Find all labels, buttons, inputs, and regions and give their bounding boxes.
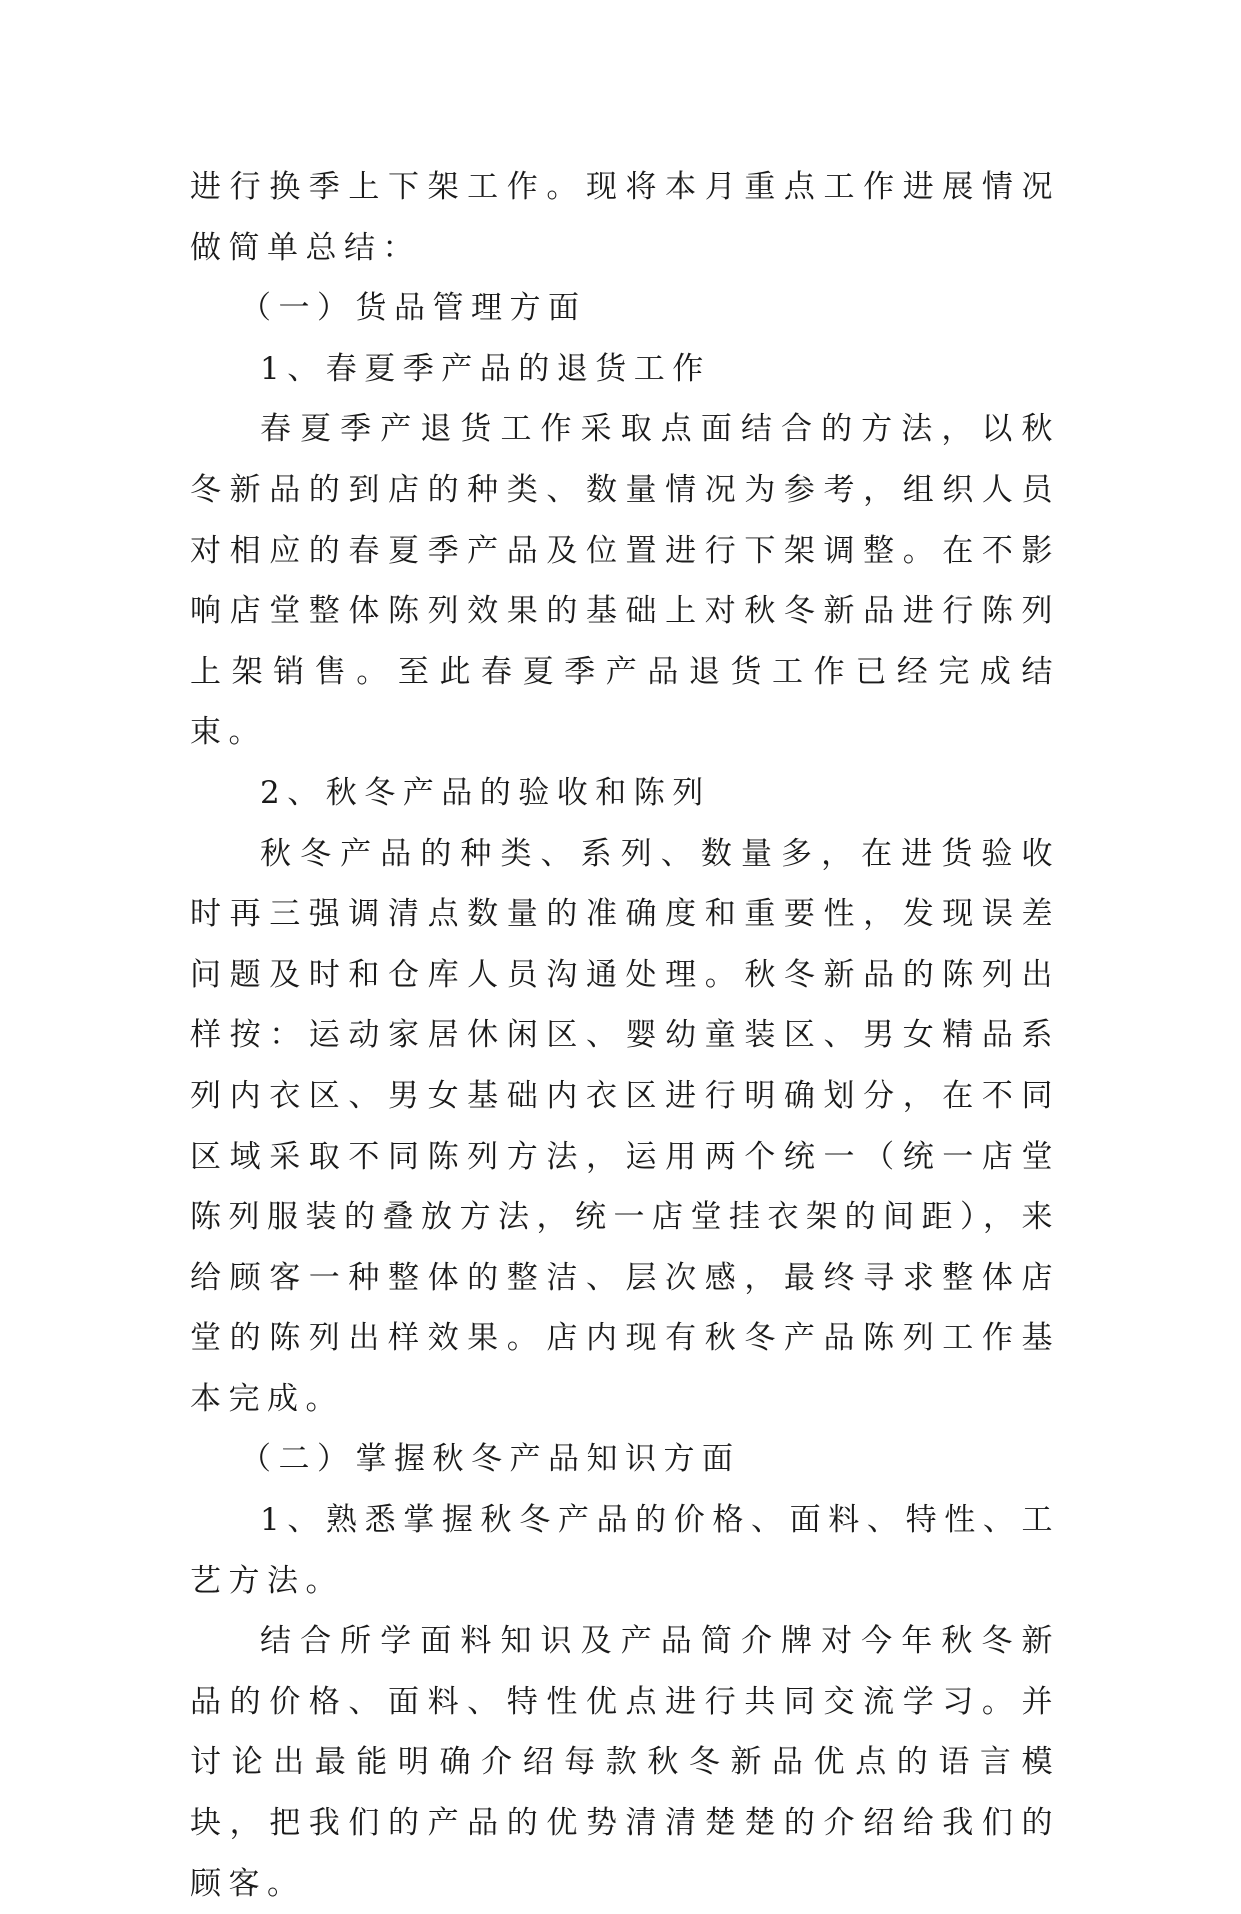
paragraph-spring-summer-returns: 春夏季产退货工作采取点面结合的方法，以秋冬新品的到店的种类、数量情况为参考，组织人员对相应的春夏季产品及位置进行下架调整。在不影响店堂整体陈列效果的基础上对秋冬新品进行陈列上架销售。至此春夏季产品退货工作已经完成结束。	[190, 411, 1060, 751]
paragraph-product-features: 结合所学面料知识及产品简介牌对今年秋冬新品的价格、面料、特性优点进行共同交流学习。并讨论出最能明确介绍每款秋冬新品优点的语言模块，把我们的产品的优势清清楚楚的介绍给我们的顾客。	[190, 1623, 1060, 1902]
document-body	[190, 157, 1060, 1914]
paragraph-autumn-winter-display: 秋冬产品的种类、系列、数量多，在进货验收时再三强调清点数量的准确度和重要性，发现误差问题及时和仓库人员沟通处理。秋冬新品的陈列出样按：运动家居休闲区、婴幼童装区、男女精品系列内衣区、男女基础内衣区进行明确划分，在不同区域采取不同陈列方法，运用两个统一（统一店堂陈列服装的叠放方法，统一店堂挂衣架的间距），来给顾客一种整体的整洁、层次感，最终寻求整体店堂的陈列出样效果。店内现有秋冬产品陈列工作基本完成。	[190, 835, 1060, 1417]
section-heading-product-knowledge: （二）掌握秋冬产品知识方面	[240, 1441, 741, 1478]
section-heading-goods-management: （一）货品管理方面	[240, 290, 587, 327]
item-heading-spring-summer-returns: 1、春夏季产品的退货工作	[260, 350, 711, 387]
paragraph-continuation: 进行换季上下架工作。现将本月重点工作进展情况做简单总结：	[190, 169, 1060, 266]
item-heading-product-features: 1、熟悉掌握秋冬产品的价格、面料、特性、工艺方法。	[190, 1502, 1060, 1599]
item-heading-autumn-winter-display: 2、秋冬产品的验收和陈列	[260, 774, 711, 811]
